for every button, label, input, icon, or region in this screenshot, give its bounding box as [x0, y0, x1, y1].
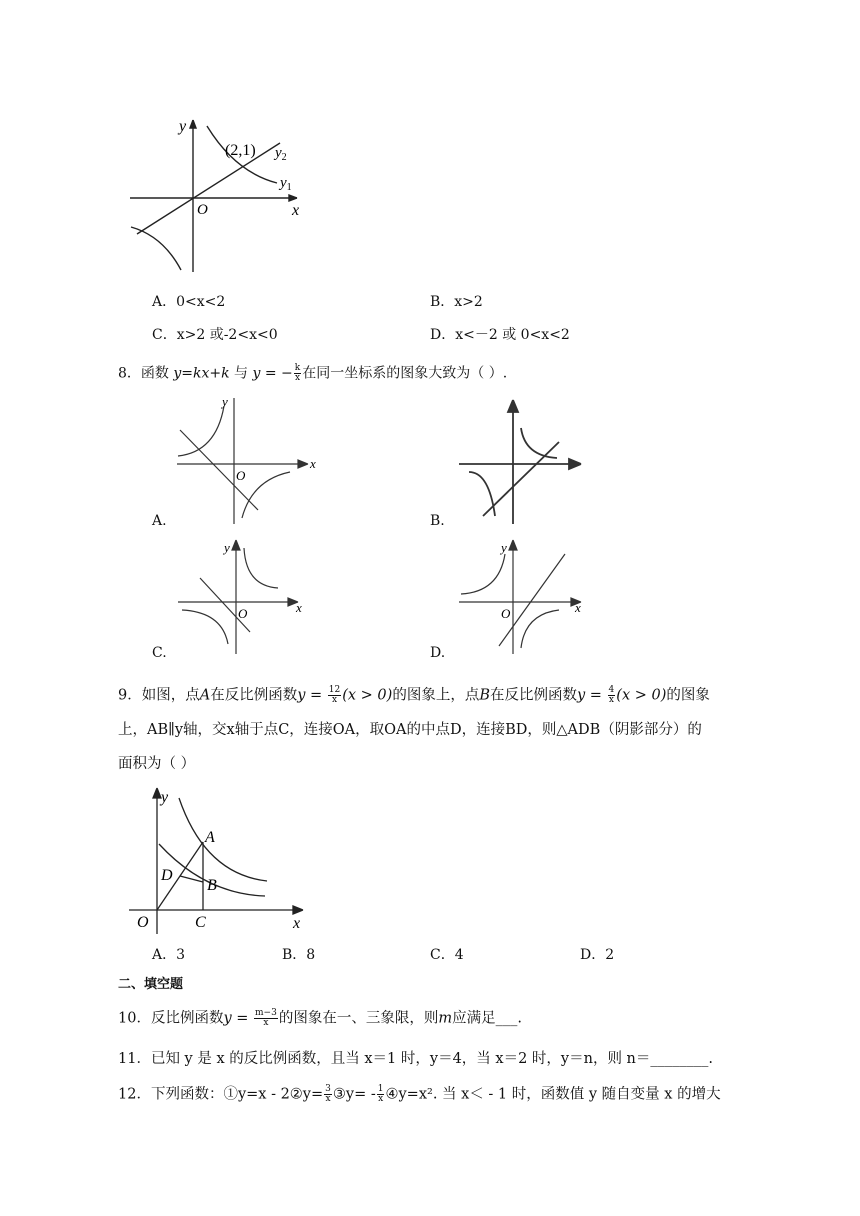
svg-text:O: O — [236, 468, 246, 483]
q7-x-label: x — [292, 202, 300, 219]
svg-text:O: O — [501, 606, 511, 621]
svg-text:y: y — [161, 789, 169, 806]
svg-text:B: B — [207, 877, 217, 894]
q9-stem-line2: 上，AB∥y轴，交x轴于点C，连接OA，取OA的中点D，连接BD，则△ADB（阴影部分）的 — [118, 722, 702, 738]
q7-option-b: B．x>2 — [430, 294, 483, 310]
q8-stem: 8．函数 y=kx+k 与 y = − $\frac{k}{x}$ 在同一坐标系的图象大致为（ ）. — [118, 363, 508, 383]
svg-text:O: O — [238, 606, 248, 621]
q8-label-a: A. — [152, 513, 167, 529]
q8-label-b: B. — [430, 513, 445, 529]
q11: 11．已知 y 是 x 的反比例函数，且当 x＝1 时，y＝4，当 x＝2 时，y＝n，则 n＝________. — [118, 1051, 714, 1067]
q9-graph — [125, 786, 315, 936]
svg-text:y: y — [224, 540, 230, 555]
q8-label-d: D. — [430, 645, 446, 661]
q9-option-d: D．2 — [580, 947, 615, 963]
q9-option-a: A．3 — [152, 947, 186, 963]
q9-stem-line1: 9．如图，点A在反比例函数y = $\frac{12}{x}$ (x > 0)的图象上，点B在反比例函数y = $\frac{4}{x}$ (x > 0)的图象 — [118, 685, 710, 705]
svg-text:A: A — [205, 829, 215, 846]
svg-text:x: x — [310, 456, 316, 471]
svg-text:y: y — [222, 394, 228, 409]
svg-text:C: C — [195, 914, 206, 931]
q8-graph-c — [172, 538, 312, 656]
q9-stem-line3: 面积为（ ） — [118, 756, 196, 772]
q7-y2-label: $y_2$ — [275, 145, 287, 163]
q7-y1-label: $y_1$ — [280, 175, 292, 193]
svg-text:D: D — [161, 867, 173, 884]
q8-graph-b — [455, 398, 587, 526]
q7-y-label: y — [179, 118, 187, 135]
q9-option-c: C．4 — [430, 947, 464, 963]
q7-point-label: (2,1) — [225, 142, 256, 159]
q10: 10．反比例函数y = $\frac{m-3}{x}$ 的图象在一、三象限，则m应满足___. — [118, 1008, 522, 1028]
svg-text:y: y — [501, 540, 507, 555]
svg-text:O: O — [137, 914, 149, 931]
q7-option-c: C．x>2 或-2<x<0 — [152, 327, 278, 343]
q7-origin-label: O — [197, 202, 208, 218]
q8-label-c: C. — [152, 645, 167, 661]
q8-graph-a — [172, 392, 324, 526]
q7-graph — [125, 110, 315, 280]
svg-text:x: x — [293, 915, 301, 932]
q9-option-b: B．8 — [282, 947, 316, 963]
q12: 12．下列函数：①y=x - 2②y= $\frac{3}{x}$ ③y= - $\frac{1}{x}$ ④y=x². 当 x＜ - 1 时，函数值 y 随自变量 x 的增大 — [118, 1084, 721, 1104]
svg-text:x: x — [575, 600, 581, 615]
svg-text:x: x — [296, 600, 302, 615]
q7-option-a: A．0<x<2 — [152, 294, 226, 310]
q8-graph-d — [455, 538, 587, 656]
section-title: 二、填空题 — [118, 977, 184, 992]
q7-option-d: D．x<－2 或 0<x<2 — [430, 327, 570, 343]
